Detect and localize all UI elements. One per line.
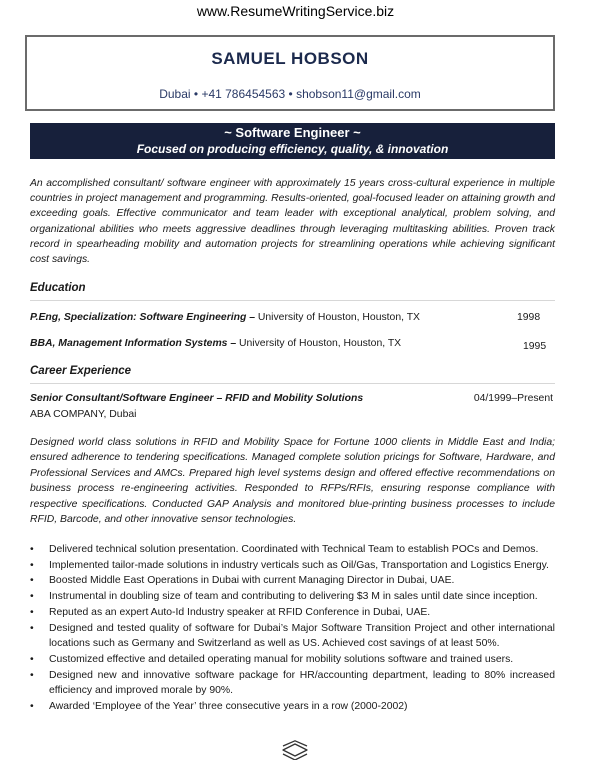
layers-icon[interactable] — [281, 740, 309, 760]
experience-heading: Career Experience — [30, 365, 132, 377]
degree-year: 1998 — [517, 312, 541, 323]
list-item: • Designed new and innovative software package for HR/accounting department, leading to 80% increased efficiency and improved morale by 90%. — [30, 669, 555, 697]
list-item: • Designed and tested quality of software for Dubai’s Major Software Transition Project and other international locations such as Germany and Switzerland as well as US. Achieved cost savings of at least 50%. — [30, 622, 555, 650]
summary-paragraph: An accomplished consultant/ software engineer with approximately 15 years cross-cultural experience in multiple countries in project management and programming. Results-oriented, goal-focused leader on attaining growth and exceeding goals. Effective communicator and team leader with exceptional analytical, problem solving, and organizational abilities who meets aggressive deadlines through leveraging multitasking abilities. Proven track record in spearheading mobility and automation projects for streamlining operations while achieving significant cost savings. — [30, 178, 555, 266]
job-title-banner: ~ Software Engineer ~ — [224, 125, 361, 140]
bullet-icon: • — [30, 653, 34, 665]
bullet-icon: • — [30, 622, 34, 634]
education-item — [30, 338, 555, 352]
education-item — [30, 312, 555, 323]
contact-line: Dubai • +41 786454563 • shobson11@gmail.com — [159, 87, 421, 101]
header-box — [25, 35, 555, 111]
degree-year: 1995 — [523, 341, 547, 352]
list-item: • Delivered technical solution presentation. Coordinated with Technical Team to establish POCs and Demos. — [30, 542, 555, 558]
bullet-icon: • — [30, 701, 34, 713]
bullet-icon: • — [30, 669, 34, 681]
list-item: • Instrumental in doubling size of team and contributing to delivering $3 M in sales until date since inception. — [30, 589, 555, 605]
position-dates: 04/1999–Present — [473, 393, 553, 404]
bullet-icon: • — [30, 591, 34, 603]
education-heading: Education — [30, 282, 86, 294]
degree: BBA, Management Information Systems – — [30, 338, 237, 349]
list-item: • Customized effective and detailed operating manual for mobility solutions software and trained users. — [30, 652, 555, 668]
list-item: • Boosted Middle East Operations in Dubai with current Managing Director in Dubai, UAE. — [30, 573, 555, 589]
candidate-name: SAMUEL HOBSON — [211, 49, 369, 68]
position-title: Senior Consultant/Software Engineer – RFID and Mobility Solutions — [30, 393, 364, 404]
achievements-list — [30, 542, 555, 715]
company-name: ABA COMPANY, Dubai — [30, 409, 137, 420]
bullet-icon: • — [30, 544, 34, 555]
list-item: • Awarded ‘Employee of the Year’ three consecutive years in a row (2000-2002) — [30, 699, 555, 715]
school: University of Houston, Houston, TX — [236, 338, 402, 349]
education-divider — [30, 300, 555, 301]
bullet-icon: • — [30, 559, 34, 571]
tagline: Focused on producing efficiency, quality, & innovation — [136, 142, 449, 156]
bullet-icon: • — [30, 575, 34, 587]
site-url[interactable]: www.ResumeWritingService.biz — [196, 3, 395, 19]
title-banner — [30, 123, 555, 159]
list-item: • Implemented tailor-made solutions in industry verticals such as Oil/Gas, Transportation and Logistics Energy. — [30, 558, 555, 574]
school: University of Houston, Houston, TX — [255, 312, 420, 323]
experience-divider — [30, 383, 555, 384]
list-item: • Reputed as an expert Auto-Id Industry speaker at RFID Conference in Dubai, UAE. — [30, 605, 555, 621]
bullet-icon: • — [30, 606, 34, 618]
position-description: Designed world class solutions in RFID and Mobility Space for Fortune 1000 clients in Middle East and India; ensured adherence to tendering specifications. Managed complete solution pricings for Software, Hardware, and Professional Services and AMCs. Prepared high level systems design and offered effective recommendations on business process re-engineering activities. Responded to RFPs/RFIs, ensuring response compliance with respective specifications. Conducted GAP Analysis and monitored blue-printing business processes to include RFID, Barcode, and other innovative sensor technologies. — [30, 437, 555, 526]
degree: P.Eng, Specialization: Software Engineering – — [30, 312, 255, 323]
